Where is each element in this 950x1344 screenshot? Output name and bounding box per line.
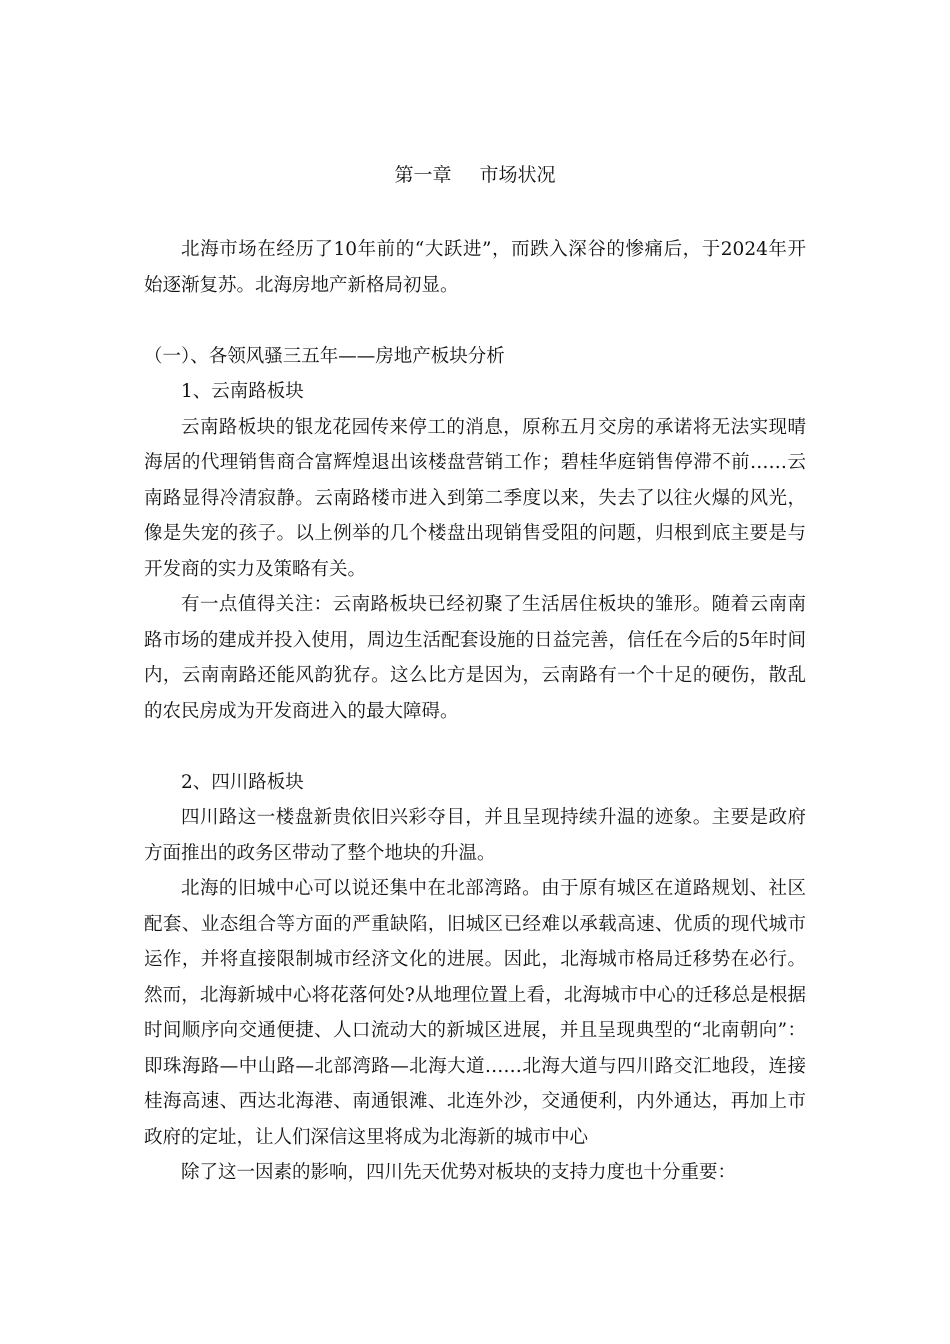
section-heading: （一）、各领风骚三五年——房地产板块分析: [144, 345, 505, 367]
paragraph-yunnan-2: 有一点值得关注：云南路板块已经初聚了生活居住板块的雏形。随着云南南路市场的建成并投入使用，周边生活配套设施的日益完善，信任在今后的5年时间内，云南南路还能风韵犹存。这么比方是因为，云南路有一个十足的硬伤，散乱的农民房成为开发商进入的最大障碍。: [144, 594, 806, 722]
paragraph-sichuan-3: 除了这一因素的影响，四川先天优势对板块的支持力度也十分重要：: [181, 1162, 737, 1183]
paragraph-sichuan-2: 北海的旧城中心可以说还集中在北部湾路。由于原有城区在道路规划、社区配套、业态组合等方面的严重缺陷，旧城区已经难以承载高速、优质的现代城市运作，并将直接限制城市经济文化的进展。因此，北海城市格局迁移势在必行。然而，北海新城中心将花落何处?从地理位置上看，北海城市中心的迁移总是根据时间顺序向交通便捷、人口流动大的新城区进展，并且呈现典型的“北南朝向”：即珠海路—中山路—北部湾路—北海大道……北海大道与四川路交汇地段，连接桂海高速、西达北海港、南通银滩、北连外沙，交通便利，内外通达，再加上市政府的定址，让人们深信这里将成为北海新的城市中心: [144, 878, 806, 1148]
document-body: [144, 232, 806, 1191]
chapter-title: [0, 161, 950, 189]
paragraph-yunnan-1: 云南路板块的银龙花园传来停工的消息，原称五月交房的承诺将无法实现晴海居的代理销售商合富辉煌退出该楼盘营销工作；碧桂华庭销售停滞不前……云南路显得冷清寂静。云南路楼市进入到第二季度以来，失去了以往火爆的风光，像是失宠的孩子。以上例举的几个楼盘出现销售受阻的问题，归根到底主要是与开发商的实力及策略有关。: [144, 416, 806, 580]
paragraph-sichuan-1: 四川路这一楼盘新贵依旧兴彩夺目，并且呈现持续升温的迹象。主要是政府方面推出的政务区带动了整个地块的升温。: [144, 807, 806, 864]
intro-paragraph: 北海市场在经历了10年前的“大跃进”，而跌入深谷的惨痛后，于2024年开始逐渐复苏。北海房地产新格局初显。: [144, 239, 806, 296]
chapter-name: 市场状况: [479, 164, 556, 186]
subsection-heading-yunnan: 1、云南路板块: [181, 381, 304, 402]
chapter-number: 第一章: [394, 164, 452, 186]
subsection-heading-sichuan: 2、四川路板块: [181, 771, 304, 793]
